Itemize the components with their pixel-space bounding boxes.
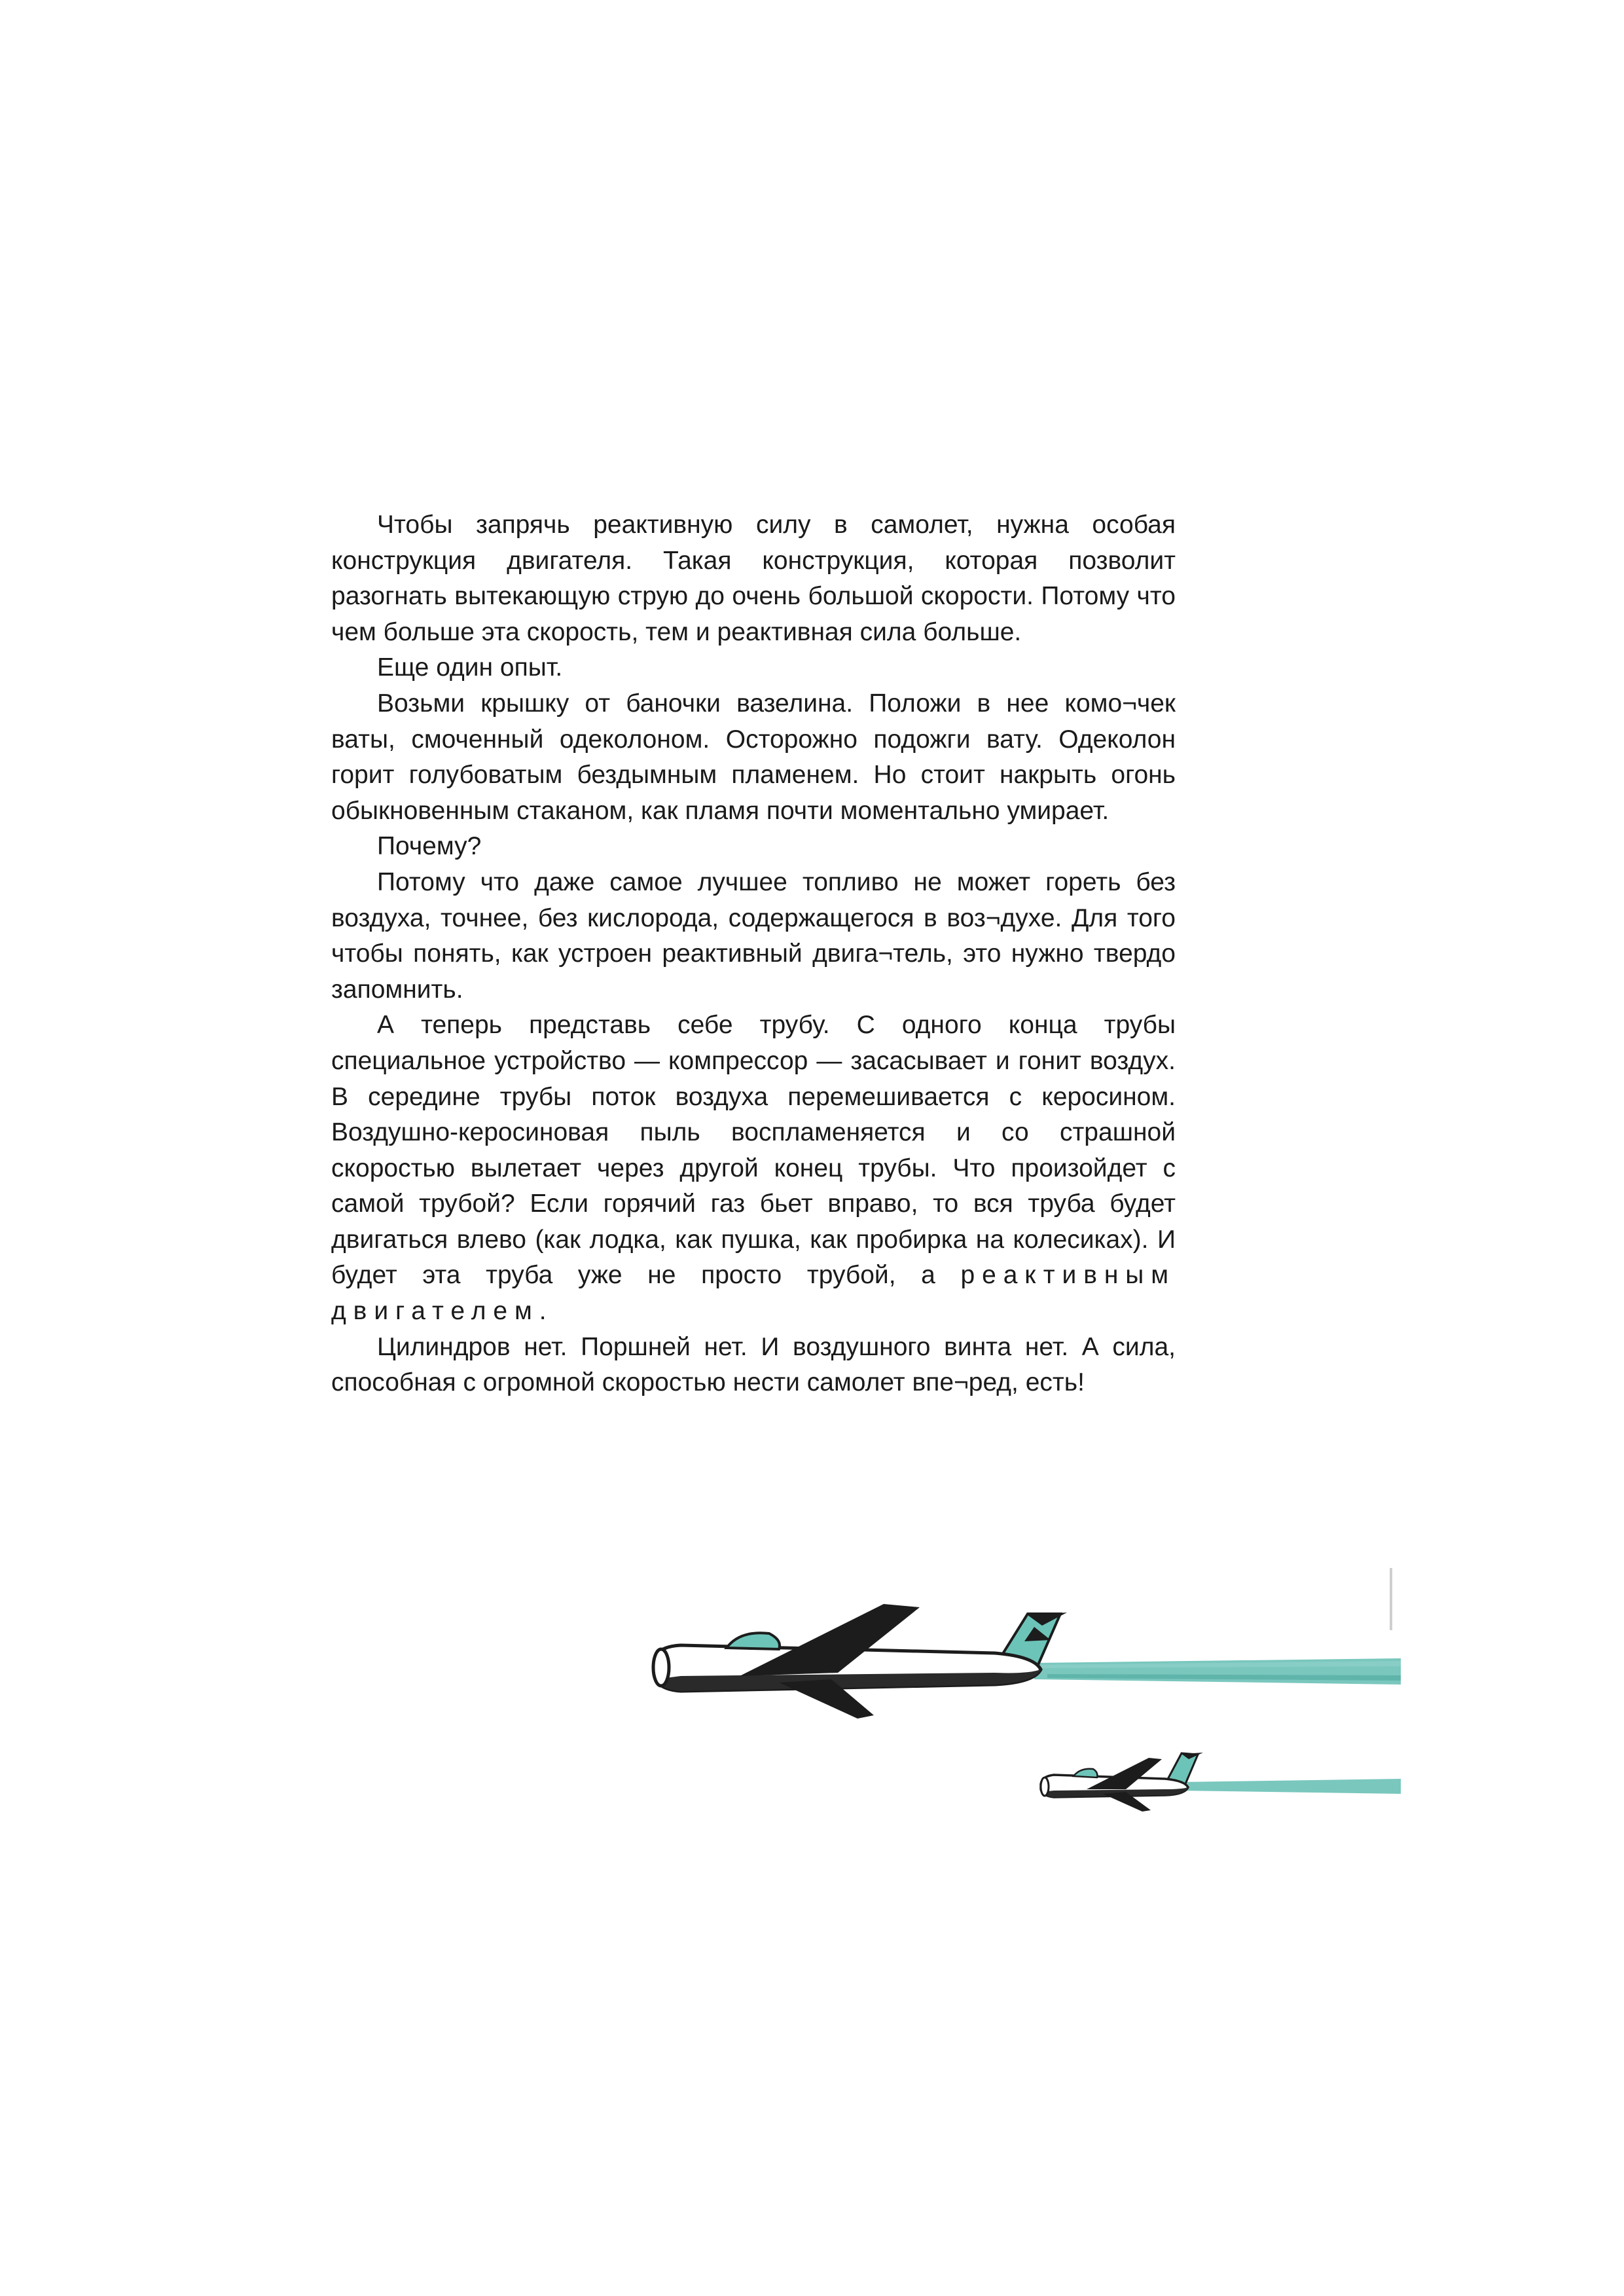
paragraph: Цилиндров нет. Поршней нет. И воздушного винта нет. А сила, способная с огромной скоростью нести самолет впе¬ред, есть! [331,1332,1176,1397]
paragraph: Чтобы запрячь реактивную силу в самолет, нужна особая конструкция двигателя. Такая конструкция, которая позволит разогнать вытекающую струю до очень большой скорости. Потому что чем больше эта скорость, тем и реактивная сила больше. [331,511,1176,646]
paragraph: Почему? [377,832,482,861]
paragraph-text: А теперь представь себе трубу. С одного конца трубы специальное устройство — компрессор — засасывает и гонит воздух. В середине трубы поток воздуха перемешивается с керосином. Воздушно-керосиновая пыль воспламеняется и со страшной скоростью вылетает через другой конец трубы. Что произойдет с самой трубой? Если горячий газ бьет вправо, то вся труба будет двигаться влево (как лодка, как пушка, как пробирка на колесиках). И будет эта труба уже не просто трубой, а [331,1011,1176,1290]
jet-planes-illustration [641,1568,1401,1830]
body-text [331,507,1176,1401]
small-jet [1041,1753,1203,1812]
paragraph: Возьми крышку от баночки вазелина. Положи в нее комо¬чек ваты, смоченный одеколоном. Осторожно подожги вату. Одеколон горит голубоватым бездымным пламенем. Но стоит накрыть огонь обыкновенным стаканом, как пламя почти моментально умирает. [331,689,1176,825]
paragraph: Потому что даже самое лучшее топливо не может гореть без воздуха, точнее, без кислорода, содержащегося в воз¬духе. Для того чтобы понять, как устроен реактивный двига¬тель, это нужно твердо запомнить. [331,867,1176,1004]
emphasized-term: реактивным двигателем [331,1261,1176,1326]
paragraph-tail: . [539,1297,547,1326]
edge-mark [1390,1568,1392,1630]
paragraph-with-emphasis [331,1008,1176,1329]
small-jet-trail [1178,1779,1401,1794]
large-jet [653,1604,1067,1719]
large-jet-trail [1034,1658,1401,1685]
paragraph: Еще один опыт. [377,653,563,682]
